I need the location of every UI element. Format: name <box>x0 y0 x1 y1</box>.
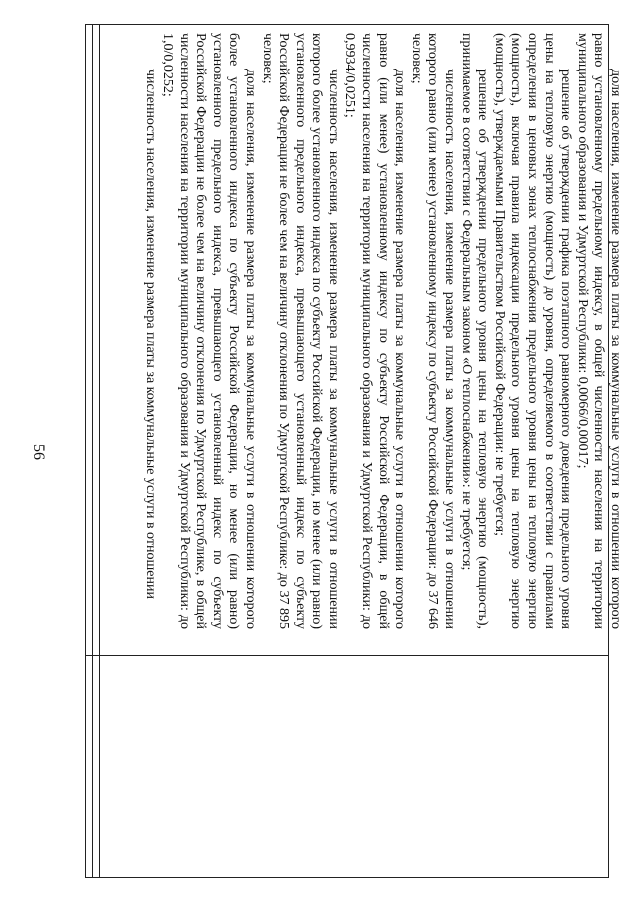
document-paragraph: численность населения, изменение размера платы за коммунальные услуги в отношении которого равно (или менее) установленному индексу по субъекту Российской Федерации: до 37 646 человек; <box>408 33 458 629</box>
table-row-divider <box>86 655 608 656</box>
document-paragraph: доля населения, изменение размера платы за коммунальные услуги в отношении которого равно (или менее) установленному индексу по субъекту Российской Федерации, в общей численности населения на территории муниципального образования и Удмуртской Республики: до 0,9934/0,0251; <box>342 33 408 629</box>
table-column-divider <box>99 25 100 877</box>
document-text-body <box>125 33 623 629</box>
page-number: 56 <box>30 444 47 460</box>
document-paragraph: доля населения, изменение размера платы за коммунальные услуги в отношении которого равно установленному предельному индексу, в общей численности населения на территории муниципального образования и Удмуртской Республики: 0,0066/0,00017; <box>574 33 623 629</box>
document-table <box>85 24 623 878</box>
document-paragraph: доля населения, изменение размера платы за коммунальные услуги в отношении которого более установленного индекса по субъекту Российской Федерации, но менее (или равно) установленного предельного индекса, превышающего установленный индекс по субъекту Российской Федерации не более чем на величину отклонения по Удмуртской Республике, в общей численности населения на территории муниципального образования и Удмуртской Республики: до 1,0/0,0252; <box>159 33 258 629</box>
document-paragraph: численность населения, изменение размера платы за коммунальные услуги в отношении <box>143 69 159 599</box>
document-paragraph: решение об утверждении графика поэтапного равномерного доведения предельного уровня цены на тепловую энергию (мощность) до уровня, определяемого в соответствии с правилами определения в ценовых зонах теплоснабжения предельного уровня цены на тепловую энергию (мощность), включая правила индексации предельного уровня цены на тепловую энергию (мощность), утверждаемыми Правительством Российской Федерации: не требуется; <box>491 33 574 629</box>
table-column-divider <box>92 25 93 877</box>
document-paragraph: численность населения, изменение размера платы за коммунальные услуги в отношении которого более установленного индекса по субъекту Российской Федерации, но менее (или равно) установленного предельного индекса, превышающего установленный индекс по субъекту Российской Федерации не более чем на величину отклонения по Удмуртской Республике: до 37 895 человек; <box>259 33 341 629</box>
document-paragraph: решение об утверждении предельного уровня цены на тепловую энергию (мощность), принимаемое в соответствии с Федеральным законом «О теплоснабжении»: не требуется; <box>458 33 491 629</box>
